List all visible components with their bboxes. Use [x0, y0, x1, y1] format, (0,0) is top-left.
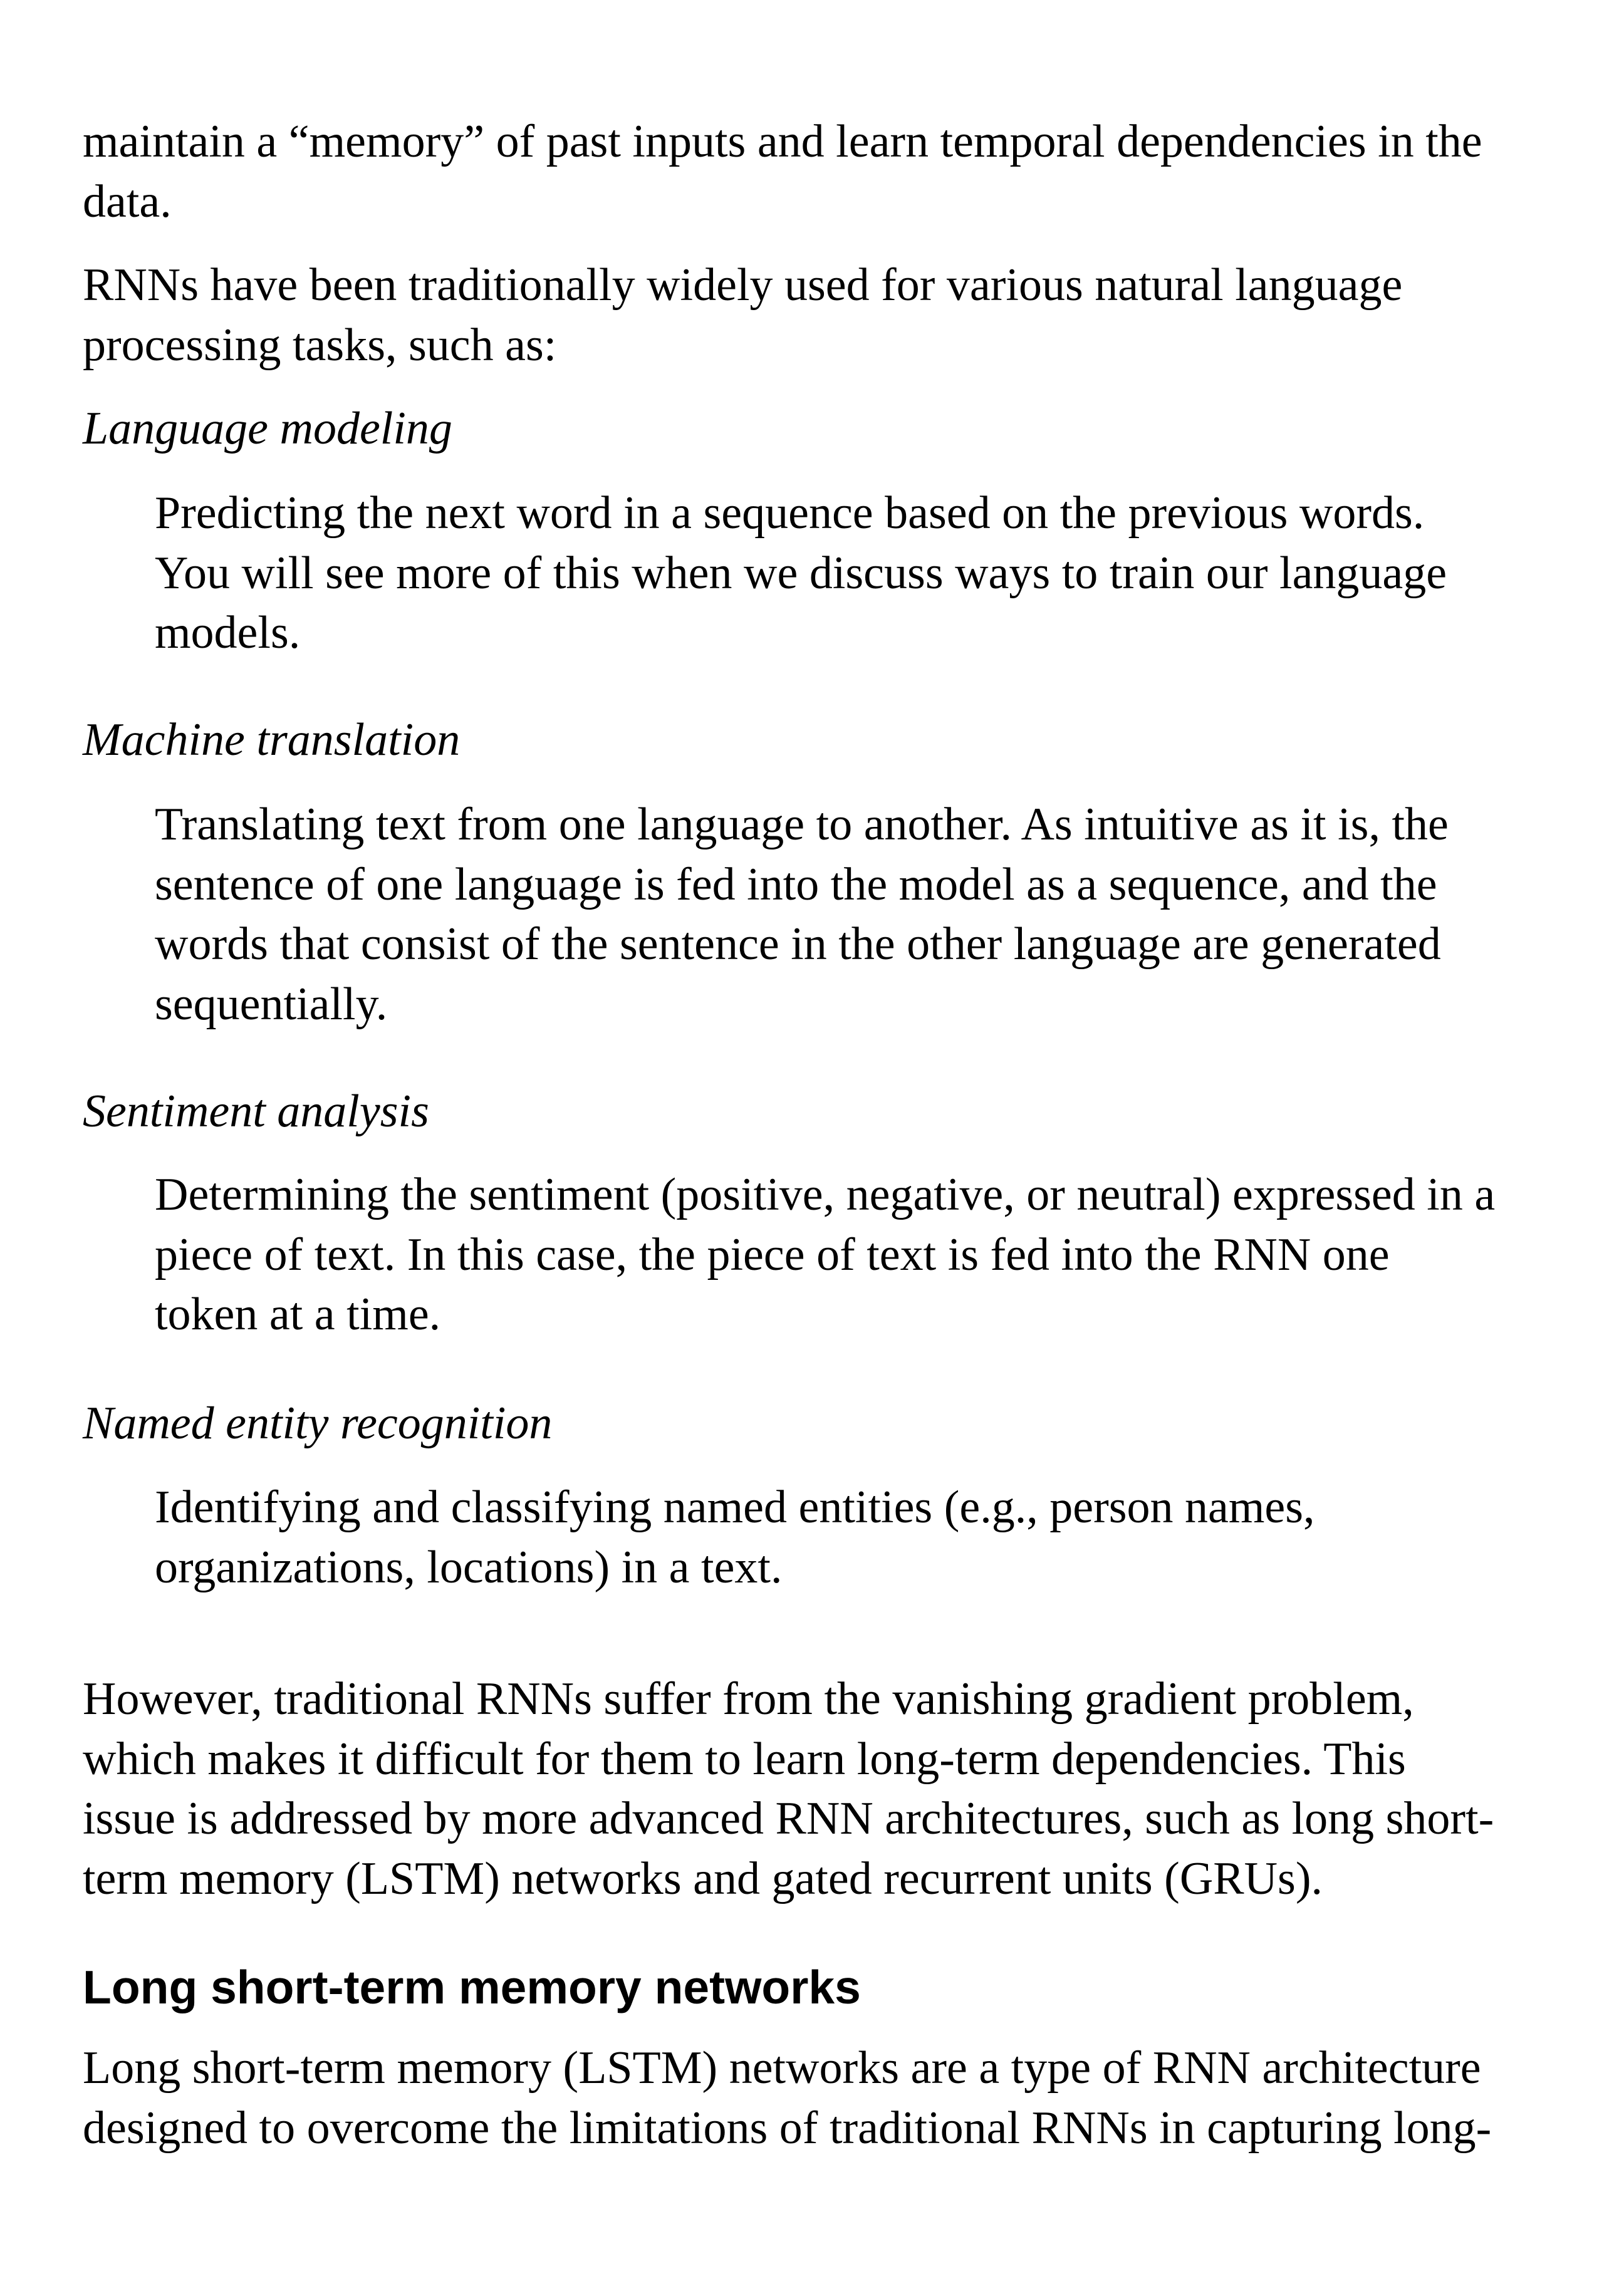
term-label: Machine translation — [83, 714, 461, 766]
text-line: term memory (LSTM) networks and gated recurrent units (GRUs). — [83, 1852, 1323, 1904]
paragraph-vanishing-gradient — [83, 1670, 1586, 1909]
term-label: Named entity recognition — [83, 1398, 553, 1449]
text-line: Predicting the next word in a sequence based on the previous words. — [155, 487, 1425, 539]
text-line: Determining the sentiment (positive, negative, or neutral) expressed in a — [155, 1169, 1496, 1220]
text-line: However, traditional RNNs suffer from the vanishing gradient problem, — [83, 1673, 1414, 1725]
text-line: designed to overcome the limitations of traditional RNNs in capturing long- — [83, 2102, 1492, 2154]
paragraph-intro-continuation — [83, 112, 1586, 232]
text-line: Long short-term memory (LSTM) networks are a type of RNN architecture — [83, 2042, 1481, 2094]
definition-description-named-entity-recognition — [155, 1478, 1596, 1597]
definition-term-language-modeling — [83, 399, 1586, 459]
text-line: sequentially. — [155, 978, 388, 1030]
text-line: data. — [83, 175, 172, 227]
term-label: Language modeling — [83, 403, 452, 454]
text-line: which makes it difficult for them to learn long-term dependencies. This — [83, 1733, 1406, 1785]
text-line: models. — [155, 607, 301, 658]
definition-term-named-entity-recognition — [83, 1394, 1586, 1454]
definition-term-machine-translation — [83, 710, 1586, 771]
text-line: maintain a “memory” of past inputs and learn temporal dependencies in the — [83, 116, 1482, 167]
text-line: You will see more of this when we discuss ways to train our language — [155, 547, 1447, 599]
definition-description-sentiment-analysis — [155, 1165, 1596, 1345]
definition-description-language-modeling — [155, 484, 1596, 663]
definition-term-sentiment-analysis — [83, 1082, 1586, 1142]
text-line: Translating text from one language to another. As intuitive as it is, the — [155, 799, 1449, 850]
text-line: organizations, locations) in a text. — [155, 1541, 783, 1593]
text-line: issue is addressed by more advanced RNN architectures, such as long short- — [83, 1793, 1494, 1844]
text-line: Identifying and classifying named entities (e.g., person names, — [155, 1482, 1315, 1533]
term-label: Sentiment analysis — [83, 1086, 429, 1137]
text-line: RNNs have been traditionally widely used for various natural language — [83, 259, 1403, 311]
paragraph-lstm-intro — [83, 2039, 1586, 2158]
paragraph-rnn-uses — [83, 256, 1586, 375]
text-line: sentence of one language is fed into the model as a sequence, and the — [155, 858, 1437, 910]
text-line: piece of text. In this case, the piece of text is fed into the RNN one — [155, 1229, 1390, 1280]
section-heading: Long short-term memory networks — [83, 1961, 861, 2013]
text-line: token at a time. — [155, 1289, 441, 1340]
text-line: words that consist of the sentence in the other language are generated — [155, 918, 1441, 970]
text-line: processing tasks, such as: — [83, 319, 557, 371]
definition-description-machine-translation — [155, 795, 1596, 1034]
